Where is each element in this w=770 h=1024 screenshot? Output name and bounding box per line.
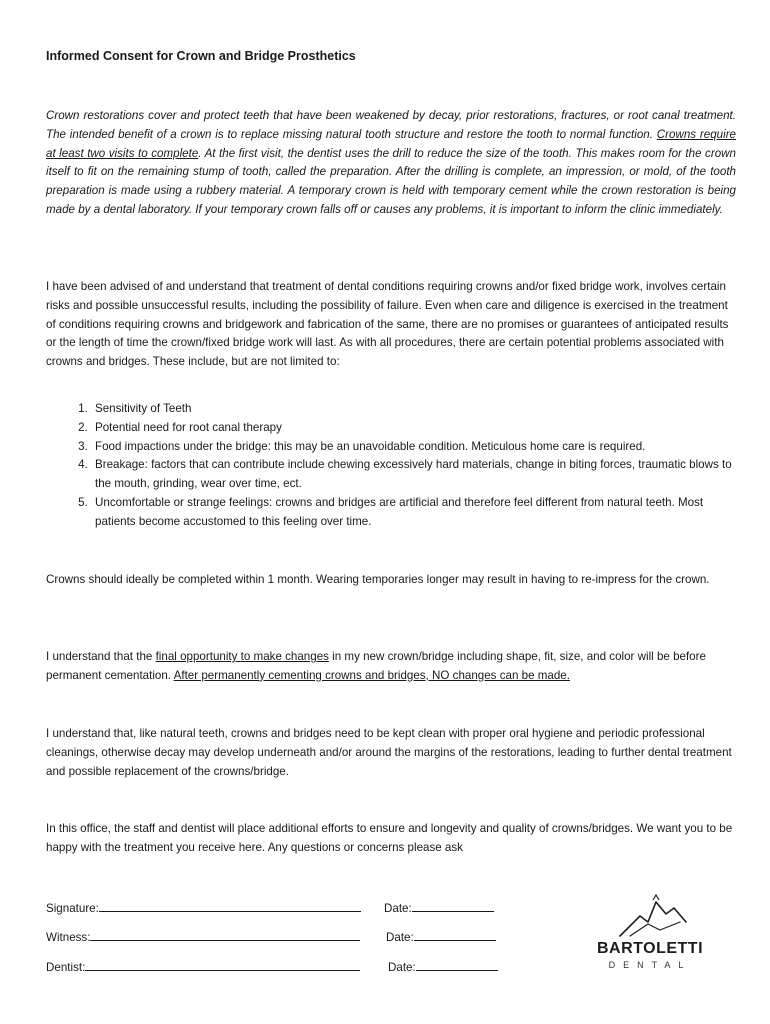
signature-date-line[interactable] (412, 899, 494, 912)
mountain-tooth-icon (590, 892, 710, 940)
signature-line[interactable] (99, 899, 361, 912)
completion-paragraph: Crowns should ideally be completed within 1 month. Wearing temporaries longer may result in having to re-impress for the crown. (46, 573, 710, 586)
dentist-label: Dentist: (46, 961, 86, 974)
list-item: 2. Potential need for root canal therapy (91, 419, 736, 438)
witness-date (386, 928, 496, 944)
list-item: 3. Food impactions under the bridge: this may be an unavoidable condition. Meticulous home care is required. (91, 438, 736, 457)
date-label: Date: (384, 902, 412, 915)
logo-name: BARTOLETTI (596, 940, 704, 957)
risks-paragraph: I have been advised of and understand that treatment of dental conditions requiring crowns and/or fixed bridge work, involves certain risks and possible unsuccessful results, including the possibility of failure. Even when care and diligence is exercised in the treatment of conditions requiring crowns and bridgework and fabrication of the same, there are no promises or guarantees of anticipated results or the length of time the crown/fixed bridge work will last. As with all procedures, there are certain potential problems associated with crowns and bridges. These include, but are not limited to: (46, 280, 729, 369)
signature-date (384, 899, 494, 915)
intro-text-2: . At the first visit, the dentist uses the drill to reduce the size of the tooth. This makes room for the crown itself to fit on the remaining stump of tooth, called the preparation. After the drilling is complete, an impression, or mold, of the tooth preparation is made using a rubbery material. A temporary crown is held with temporary cement while the crown restoration is being made by a dental laboratory. If your temporary crown falls off or causes any problems, it is important to inform the clinic immediately. (46, 146, 736, 216)
witness-label: Witness: (46, 931, 91, 944)
date-label: Date: (386, 931, 414, 944)
risks-list (46, 400, 736, 532)
witness-row (46, 928, 506, 944)
witness-line[interactable] (90, 928, 360, 941)
dentist-date (388, 958, 498, 974)
dentist-date-line[interactable] (416, 958, 498, 971)
changes-underlined-1: final opportunity to make changes (155, 650, 329, 663)
document-title: Informed Consent for Crown and Bridge Prosthetics (46, 49, 356, 63)
office-paragraph: In this office, the staff and dentist will place additional efforts to ensure and longevity and quality of crowns/bridges. We want you to be happy with the treatment you receive here. Any questions or concerns please ask (46, 822, 733, 854)
intro-paragraph (46, 107, 736, 220)
intro-text-1: Crown restorations cover and protect teeth that have been weakened by decay, prior restorations, fractures, or root canal treatment. The intended benefit of a crown is to replace missing natural tooth structure and restore the tooth to normal function. (46, 109, 736, 141)
practice-logo (590, 892, 710, 982)
intro-underlined-text: Crowns require at least two visits to complete (46, 127, 737, 160)
signature-label: Signature: (46, 902, 99, 915)
changes-text-1: I understand that the (46, 650, 156, 663)
logo-subtitle: DENTAL (608, 960, 692, 970)
signature-row (46, 899, 506, 915)
dentist-row (46, 958, 506, 974)
list-item: 4. Breakage: factors that can contribute include chewing excessively hard materials, change in biting forces, traumatic blows to the mouth, grinding, wear over time, ect. (91, 456, 736, 494)
dentist-line[interactable] (85, 958, 360, 971)
changes-underlined-2: After permanently cementing crowns and bridges, NO changes can be made. (173, 668, 570, 682)
changes-text-2: in my new crown/bridge including shape, fit, size, and color will be before permanent cementation. (46, 650, 706, 682)
list-item: 5. Uncomfortable or strange feelings: crowns and bridges are artificial and therefore feel different from natural teeth. Most patients become accustomed to this feeling over time. (91, 494, 736, 532)
list-item: 1. Sensitivity of Teeth (91, 400, 736, 419)
changes-paragraph (46, 648, 736, 686)
date-label: Date: (388, 961, 416, 974)
hygiene-paragraph: I understand that, like natural teeth, crowns and bridges need to be kept clean with proper oral hygiene and periodic professional cleanings, otherwise decay may develop underneath and/or around the margins of the restorations, leading to further dental treatment and possible replacement of the crowns/bridge. (46, 727, 732, 778)
witness-date-line[interactable] (414, 928, 496, 941)
